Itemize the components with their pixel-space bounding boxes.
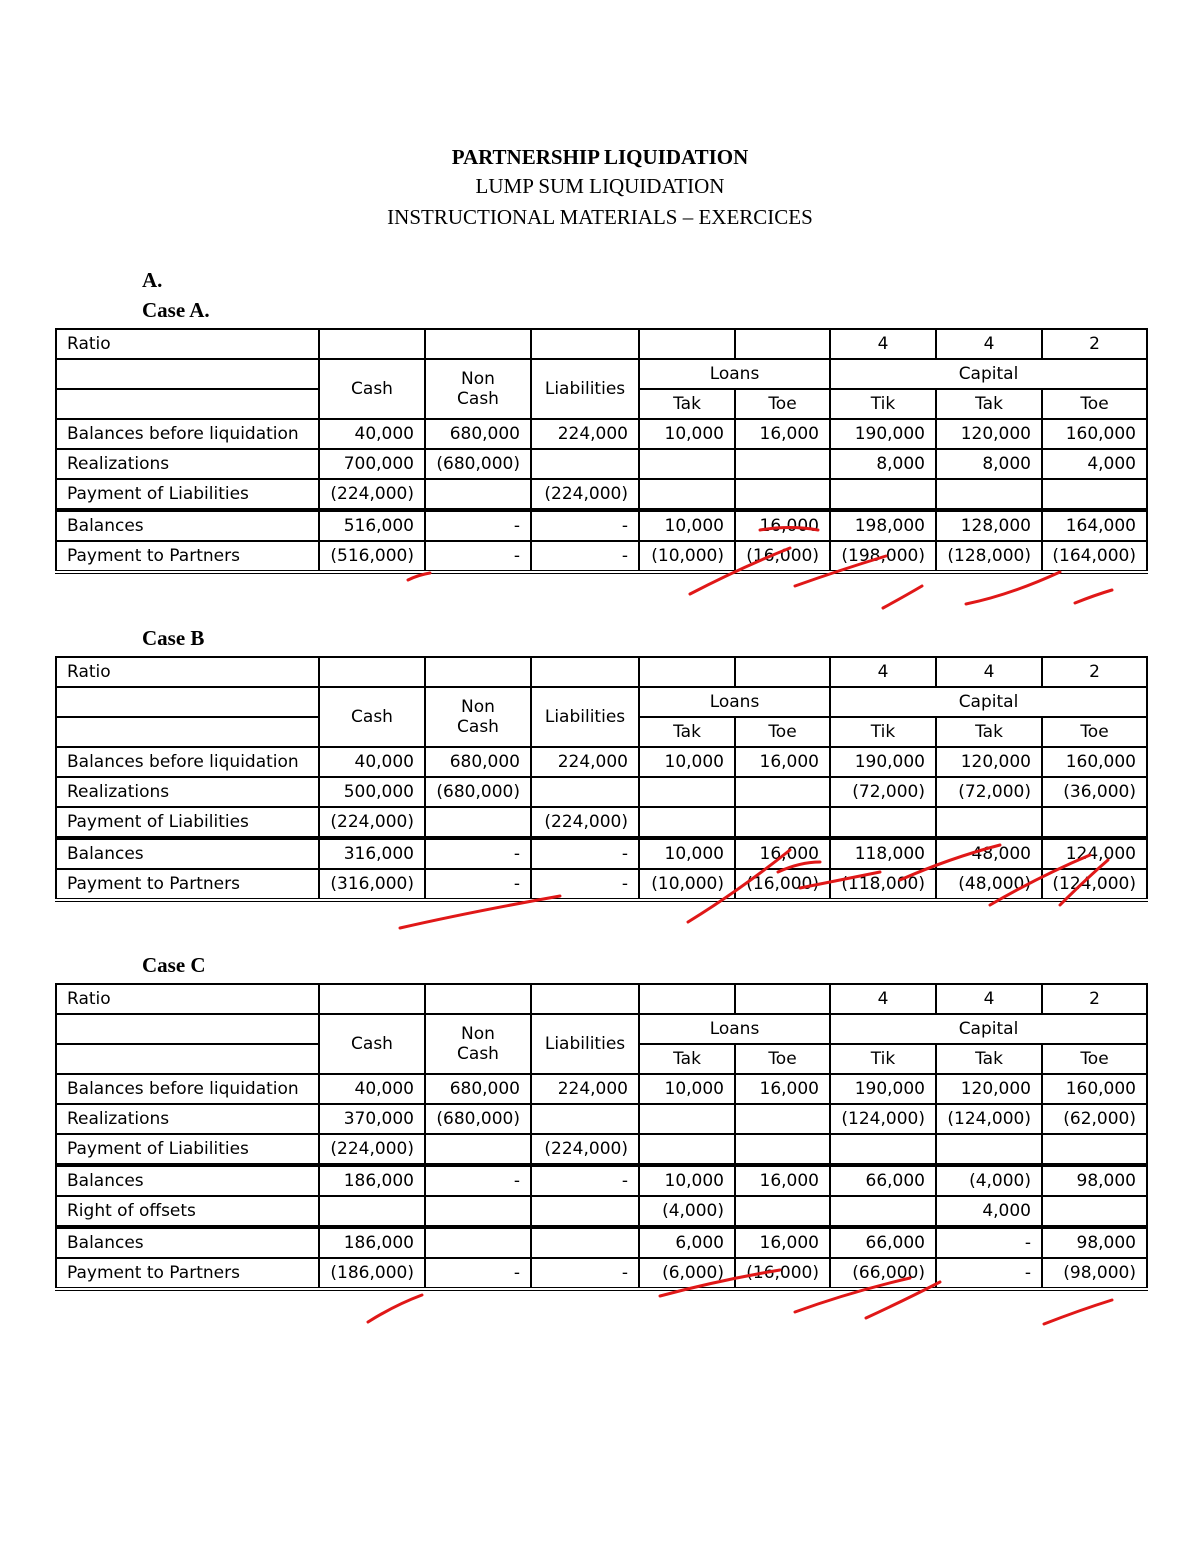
case-c-title: Case C <box>142 953 206 977</box>
col-capital: Capital <box>830 687 1147 717</box>
ratio-label: Ratio <box>56 329 319 359</box>
table-row: Payment of Liabilities (224,000) (224,000) <box>56 1134 1147 1165</box>
col-liabilities: Liabilities <box>531 359 639 419</box>
document-header <box>0 143 1200 233</box>
page-subtitle-2: INSTRUCTIONAL MATERIALS – EXERCICES <box>387 205 813 229</box>
ratio-tik: 4 <box>830 329 936 359</box>
ratio-tik: 4 <box>830 657 936 687</box>
check-mark <box>1044 1300 1112 1324</box>
col-loan-toe: Toe <box>735 1044 830 1074</box>
section-label: A. <box>142 268 163 292</box>
table-row: Realizations 500,000 (680,000) (72,000) (72,000) (36,000) <box>56 777 1147 807</box>
table-row: Right of offsets (4,000) 4,000 <box>56 1196 1147 1227</box>
ratio-toe: 2 <box>1042 657 1147 687</box>
col-capital-tik: Tik <box>830 389 936 419</box>
table-row: Balances before liquidation 40,000 680,000 224,000 10,000 16,000 190,000 120,000 160,000 <box>56 419 1147 449</box>
col-loans: Loans <box>639 359 830 389</box>
case-b-table <box>55 656 1148 902</box>
col-capital-toe: Toe <box>1042 1044 1147 1074</box>
col-capital-tak: Tak <box>936 389 1042 419</box>
col-capital-tak: Tak <box>936 1044 1042 1074</box>
table-row: Realizations 700,000 (680,000) 8,000 8,000 4,000 <box>56 449 1147 479</box>
page-title: PARTNERSHIP LIQUIDATION <box>451 145 749 169</box>
check-mark <box>1075 590 1112 603</box>
col-loans: Loans <box>639 687 830 717</box>
ratio-toe: 2 <box>1042 329 1147 359</box>
col-loan-toe: Toe <box>735 717 830 747</box>
ratio-label: Ratio <box>56 657 319 687</box>
col-capital-toe: Toe <box>1042 389 1147 419</box>
header-row-1 <box>56 359 1147 389</box>
col-capital-tak: Tak <box>936 717 1042 747</box>
ratio-row <box>56 657 1147 687</box>
header-row-1 <box>56 1014 1147 1044</box>
col-cash: Cash <box>319 1014 425 1074</box>
table-row: Balances 516,000 - - 10,000 16,000 198,000 128,000 164,000 <box>56 510 1147 541</box>
page-subtitle: LUMP SUM LIQUIDATION <box>475 174 725 198</box>
ratio-row <box>56 329 1147 359</box>
table-row: Balances before liquidation 40,000 680,000 224,000 10,000 16,000 190,000 120,000 160,000 <box>56 747 1147 777</box>
col-capital: Capital <box>830 359 1147 389</box>
ratio-tak: 4 <box>936 329 1042 359</box>
col-capital-tik: Tik <box>830 717 936 747</box>
table-row: Balances 186,000 - - 10,000 16,000 66,000 (4,000) 98,000 <box>56 1165 1147 1196</box>
table-row: Balances before liquidation 40,000 680,000 224,000 10,000 16,000 190,000 120,000 160,000 <box>56 1074 1147 1104</box>
col-capital-tik: Tik <box>830 1044 936 1074</box>
ratio-tak: 4 <box>936 657 1042 687</box>
col-cash: Cash <box>319 687 425 747</box>
ratio-tak: 4 <box>936 984 1042 1014</box>
col-capital-toe: Toe <box>1042 717 1147 747</box>
case-b-title: Case B <box>142 626 205 650</box>
col-liabilities: Liabilities <box>531 687 639 747</box>
col-loan-tak: Tak <box>639 717 735 747</box>
col-loan-toe: Toe <box>735 389 830 419</box>
col-non-cash: Non Cash <box>425 359 531 419</box>
ratio-toe: 2 <box>1042 984 1147 1014</box>
col-loan-tak: Tak <box>639 389 735 419</box>
case-c-table <box>55 983 1148 1291</box>
ratio-row <box>56 984 1147 1014</box>
table-row: Realizations 370,000 (680,000) (124,000) (124,000) (62,000) <box>56 1104 1147 1134</box>
check-mark <box>408 573 430 580</box>
case-a-title: Case A. <box>142 298 210 322</box>
table-row: Balances 186,000 6,000 16,000 66,000 - 98,000 <box>56 1227 1147 1258</box>
col-non-cash: Non Cash <box>425 1014 531 1074</box>
header-row-1 <box>56 687 1147 717</box>
check-mark <box>966 572 1060 604</box>
case-a-table <box>55 328 1148 574</box>
col-non-cash: Non Cash <box>425 687 531 747</box>
col-loan-tak: Tak <box>639 1044 735 1074</box>
table-row: Balances 316,000 - - 10,000 16,000 118,000 48,000 124,000 <box>56 838 1147 869</box>
col-capital: Capital <box>830 1014 1147 1044</box>
col-loans: Loans <box>639 1014 830 1044</box>
check-mark <box>368 1295 422 1322</box>
col-cash: Cash <box>319 359 425 419</box>
check-mark <box>883 586 922 608</box>
ratio-tik: 4 <box>830 984 936 1014</box>
table-row: Payment to Partners (186,000) - - (6,000) (16,000) (66,000) - (98,000) <box>56 1258 1147 1289</box>
table-row: Payment of Liabilities (224,000) (224,000) <box>56 807 1147 838</box>
ratio-label: Ratio <box>56 984 319 1014</box>
table-row: Payment to Partners (316,000) - - (10,000) (16,000) (118,000) (48,000) (124,000) <box>56 869 1147 900</box>
col-liabilities: Liabilities <box>531 1014 639 1074</box>
table-row: Payment of Liabilities (224,000) (224,000) <box>56 479 1147 510</box>
table-row: Payment to Partners (516,000) - - (10,000) (16,000) (198,000) (128,000) (164,000) <box>56 541 1147 572</box>
